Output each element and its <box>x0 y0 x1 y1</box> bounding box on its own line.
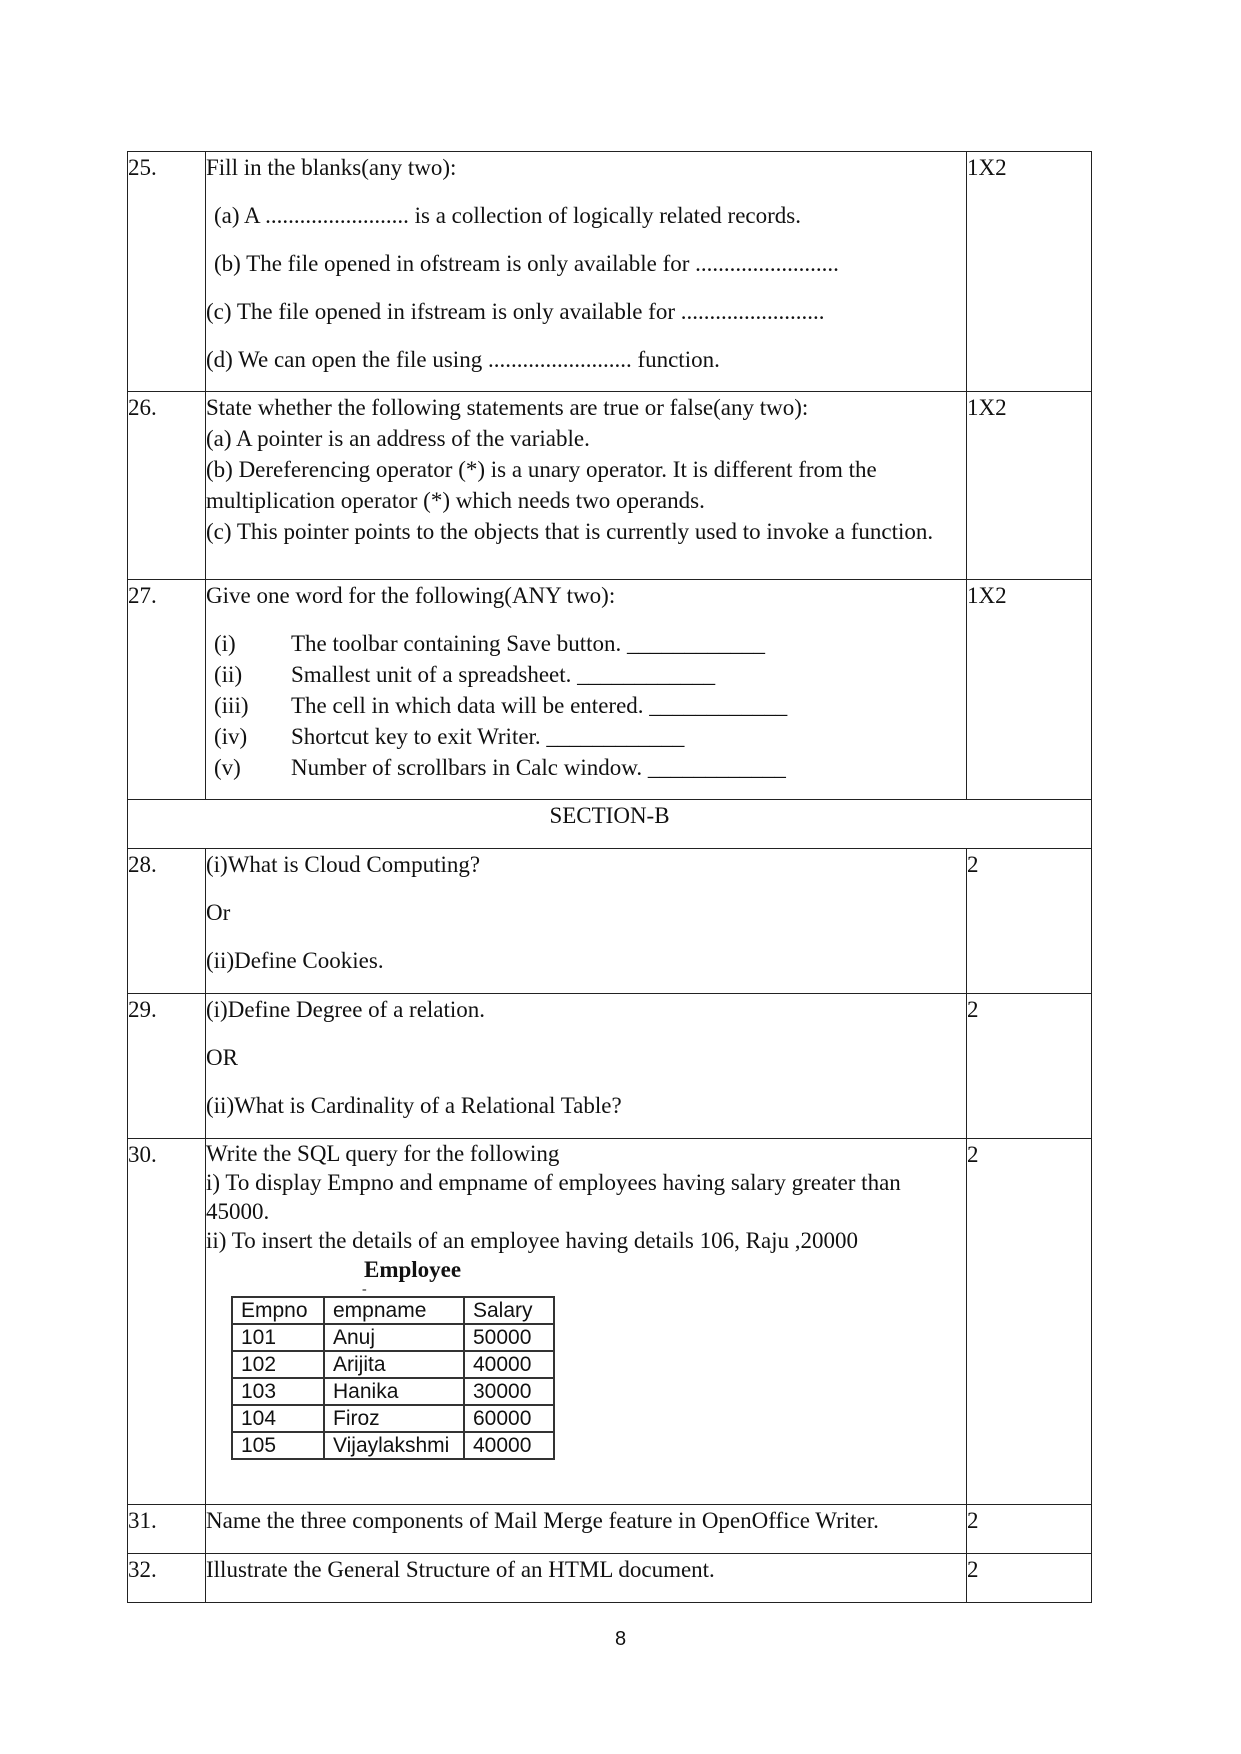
question-marks: 2 <box>967 994 1092 1139</box>
table-row <box>232 1351 554 1378</box>
item-text: Shortcut key to exit Writer. ____________ <box>291 724 685 749</box>
question-marks: 2 <box>967 1554 1092 1603</box>
table-cell: 102 <box>232 1351 324 1378</box>
question-row-25 <box>128 152 1092 392</box>
question-marks: 2 <box>967 1139 1092 1505</box>
table-cell: 60000 <box>464 1405 554 1432</box>
question-text: Name the three components of Mail Merge feature in OpenOffice Writer. <box>206 1505 967 1554</box>
question-row-26 <box>128 392 1092 580</box>
table-cell: Vijaylakshmi <box>324 1432 464 1459</box>
question-number: 28. <box>128 849 206 994</box>
question-marks: 1X2 <box>967 152 1092 392</box>
question-row-31 <box>128 1505 1092 1554</box>
item-text: Number of scrollbars in Calc window. ____________ <box>291 755 786 780</box>
question-text: Write the SQL query for the following <box>206 1141 560 1166</box>
table-title: Employee <box>364 1257 462 1282</box>
list-item <box>206 690 966 721</box>
question-text: OR <box>206 1045 238 1070</box>
question-table <box>127 151 1092 1603</box>
table-cell: 40000 <box>464 1351 554 1378</box>
question-number: 27. <box>128 580 206 800</box>
question-text: (c) The file opened in ifstream is only available for ......................... <box>206 299 825 324</box>
question-text: (i)Define Degree of a relation. <box>206 997 486 1022</box>
question-text: (ii)What is Cardinality of a Relational Table? <box>206 1093 622 1118</box>
question-text: Illustrate the General Structure of an HTML document. <box>206 1554 967 1603</box>
question-text: Give one word for the following(ANY two): <box>206 583 616 608</box>
question-body <box>206 849 967 994</box>
employee-table <box>231 1296 555 1460</box>
table-cell: Anuj <box>324 1324 464 1351</box>
question-marks: 2 <box>967 849 1092 994</box>
item-number: (v) <box>214 755 241 780</box>
question-text: Or <box>206 900 231 925</box>
question-row-30 <box>128 1139 1092 1505</box>
table-cell: 104 <box>232 1405 324 1432</box>
item-text: The toolbar containing Save button. ____________ <box>291 631 765 656</box>
question-text: i) To display Empno and empname of employees having salary greater than 45000. <box>206 1170 901 1224</box>
question-text: (a) A ......................... is a collection of logically related records. <box>214 203 801 228</box>
question-number: 25. <box>128 152 206 392</box>
item-number: (iii) <box>214 693 249 718</box>
item-number: (i) <box>214 631 236 656</box>
question-body <box>206 152 967 392</box>
table-cell: Arijita <box>324 1351 464 1378</box>
item-number: (ii) <box>214 662 243 687</box>
question-body <box>206 392 967 580</box>
table-cell: 40000 <box>464 1432 554 1459</box>
table-cell: 103 <box>232 1378 324 1405</box>
section-header-row <box>128 800 1092 849</box>
question-number: 29. <box>128 994 206 1139</box>
question-text: ii) To insert the details of an employee having details 106, Raju ,20000 <box>206 1228 859 1253</box>
table-cell: 30000 <box>464 1378 554 1405</box>
question-text: (b) The file opened in ofstream is only available for ......................... <box>214 251 839 276</box>
item-text: Smallest unit of a spreadsheet. ____________ <box>291 662 716 687</box>
tick-mark: - <box>362 1282 367 1297</box>
list-item <box>206 721 966 752</box>
question-number: 32. <box>128 1554 206 1603</box>
question-number: 30. <box>128 1139 206 1505</box>
question-text: (a) A pointer is an address of the variable. <box>206 426 590 451</box>
item-text: The cell in which data will be entered. ____________ <box>291 693 788 718</box>
question-body <box>206 580 967 800</box>
question-row-32 <box>128 1554 1092 1603</box>
table-row <box>232 1405 554 1432</box>
question-text: (ii)Define Cookies. <box>206 948 384 973</box>
question-marks: 2 <box>967 1505 1092 1554</box>
item-number: (iv) <box>214 724 248 749</box>
table-row <box>232 1324 554 1351</box>
table-cell: 105 <box>232 1432 324 1459</box>
list-item <box>206 752 966 783</box>
column-header: empname <box>324 1297 464 1324</box>
question-row-29 <box>128 994 1092 1139</box>
question-body <box>206 994 967 1139</box>
question-text: (b) Dereferencing operator (*) is a unary operator. It is different from the multiplication operator (*) which needs two operands. <box>206 457 877 513</box>
list-item <box>206 628 966 659</box>
question-number: 31. <box>128 1505 206 1554</box>
table-cell: Firoz <box>324 1405 464 1432</box>
column-header: Salary <box>464 1297 554 1324</box>
table-header-row <box>232 1297 554 1324</box>
section-heading: SECTION-B <box>128 800 1092 849</box>
table-cell: 50000 <box>464 1324 554 1351</box>
list-item <box>206 659 966 690</box>
table-row <box>232 1378 554 1405</box>
question-marks: 1X2 <box>967 580 1092 800</box>
question-text: Fill in the blanks(any two): <box>206 155 457 180</box>
column-header: Empno <box>232 1297 324 1324</box>
question-number: 26. <box>128 392 206 580</box>
question-row-27 <box>128 580 1092 800</box>
question-text: (d) We can open the file using ......................... function. <box>206 347 720 372</box>
page-number: 8 <box>614 1628 627 1650</box>
table-cell: 101 <box>232 1324 324 1351</box>
question-marks: 1X2 <box>967 392 1092 580</box>
table-row <box>232 1432 554 1459</box>
question-text: (c) This pointer points to the objects that is currently used to invoke a function. <box>206 519 934 544</box>
table-cell: Hanika <box>324 1378 464 1405</box>
question-row-28 <box>128 849 1092 994</box>
question-text: (i)What is Cloud Computing? <box>206 852 481 877</box>
question-text: State whether the following statements are true or false(any two): <box>206 395 809 420</box>
question-body <box>206 1139 967 1505</box>
